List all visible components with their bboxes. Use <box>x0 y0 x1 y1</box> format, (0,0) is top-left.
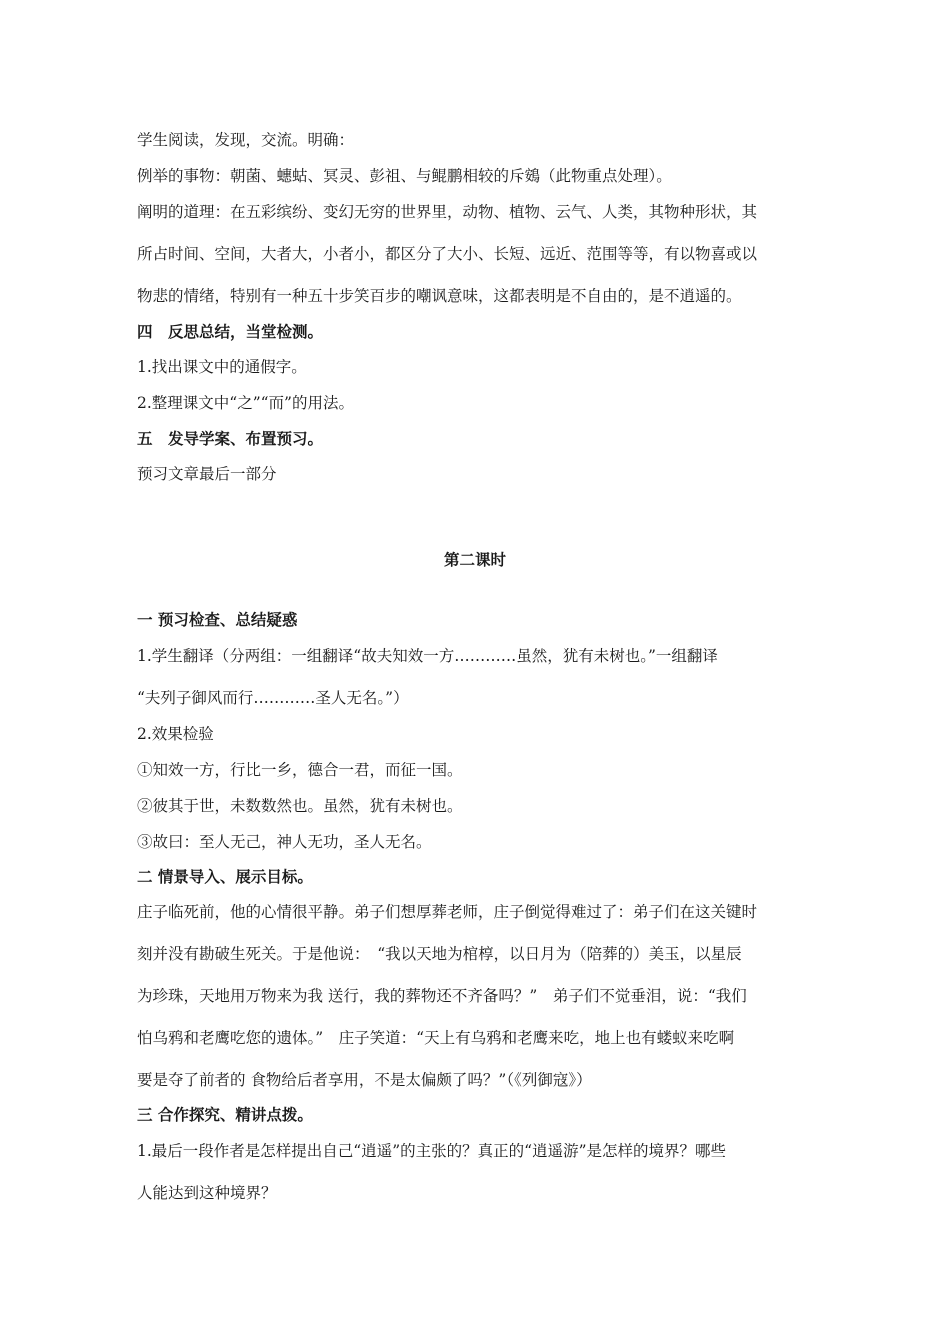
paragraph-line: “夫列子御风而行…………圣人无名。”） <box>137 689 409 707</box>
lesson-title: 第二课时 <box>443 551 506 569</box>
list-item: ①知效一方，行比一乡，德合一君，而征一国。 <box>137 761 463 779</box>
preview-text: 预习文章最后一部分 <box>137 465 277 483</box>
list-item: 1.找出课文中的通假字。 <box>137 358 307 376</box>
paragraph-line: 1.最后一段作者是怎样提出自己“逍遥”的主张的？真正的“逍遥游”是怎样的境界？哪些 <box>137 1142 726 1160</box>
paragraph-line: 为珍珠，天地用万物来为我 送行，我的葬物还不齐备吗？” 弟子们不觉垂泪，说：“我们 <box>137 987 747 1005</box>
paragraph-line: 庄子临死前，他的心情很平静。弟子们想厚葬老师，庄子倒觉得难过了：弟子们在这关键时 <box>137 903 758 921</box>
intro-text: 学生阅读，发现，交流。明确： <box>137 131 355 149</box>
section-heading: 三 合作探究、精讲点拨。 <box>137 1106 313 1124</box>
section-heading: 五 发导学案、布置预习。 <box>137 430 324 448</box>
section-heading: 二 情景导入、展示目标。 <box>137 868 313 886</box>
list-item: 2.整理课文中“之”“而”的用法。 <box>137 394 354 412</box>
paragraph-line: 要是夺了前者的 食物给后者享用，不是太偏颇了吗？”（《列御寇》） <box>137 1071 592 1089</box>
paragraph-line: 人能达到这种境界？ <box>137 1184 277 1202</box>
list-item: 2.效果检验 <box>137 725 214 743</box>
list-item: ②彼其于世，未数数然也。虽然，犹有未树也。 <box>137 797 463 815</box>
list-item: ③故曰：至人无己，神人无功，圣人无名。 <box>137 833 432 851</box>
section-heading: 一 预习检查、总结疑惑 <box>137 611 298 629</box>
paragraph-line: 1.学生翻译（分两组：一组翻译“故夫知效一方…………虽然，犹有未树也。”一组翻译 <box>137 647 718 665</box>
paragraph-line: 怕乌鸦和老鹰吃您的遗体。” 庄子笑道：“天上有乌鸦和老鹰来吃，地上也有蝼蚁来吃啊 <box>137 1029 735 1047</box>
principle-line: 阐明的道理：在五彩缤纷、变幻无穷的世界里，动物、植物、云气、人类，其物种形状，其 <box>137 203 758 221</box>
principle-line: 物悲的情绪，特别有一种五十步笑百步的嘲讽意味，这都表明是不自由的，是不逍遥的。 <box>137 287 742 305</box>
examples-text: 例举的事物：朝菌、蟪蛄、冥灵、彭祖、与鲲鹏相较的斥鴳（此物重点处理）。 <box>137 167 672 185</box>
principle-line: 所占时间、空间，大者大，小者小，都区分了大小、长短、远近、范围等等，有以物喜或以 <box>137 245 758 263</box>
section-heading: 四 反思总结，当堂检测。 <box>137 323 324 341</box>
paragraph-line: 刻并没有勘破生死关。于是他说： “我以天地为棺椁，以日月为（陪葬的）美玉，以星辰 <box>137 945 742 963</box>
